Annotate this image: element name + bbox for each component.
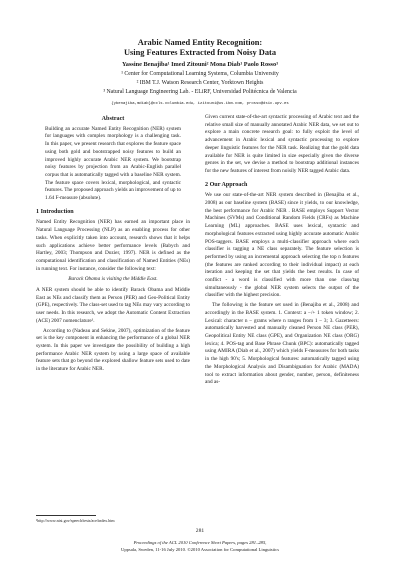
author-list: Yassine Benajiba¹ Imed Zitouni² Mona Diab¹ Paolo Rosso³	[121, 61, 279, 68]
section-1-heading: 1 Introduction	[36, 208, 74, 215]
abstract-text: Building an accurate Named Entity Recognition (NER) system for languages with complex morphology is a challenging task. In this paper, we present research that explores the feature space using both gold and bootstrapped noisy features to build an improved highly accurate Arabic NER system. We bootstrap noisy features by projection from an Arabic-English parallel corpus that is automatically tagged with a baseline NER system. The feature space covers lexical, morphological, and syntactic features. The proposed approach yields an improvement of up to 1.64 F-measure (absolute).	[45, 125, 181, 202]
proceedings-line-2: Uppsala, Sweden, 11-16 July 2010. ©2010 Association for Computational Linguistics	[121, 547, 279, 552]
approach-paragraph-2: The following is the feature set used in (Benajiba et al., 2008) and accordingly in the BASE system. 1. Context: a −/+ 1 token window; 2. Lexical: character n − grams where n ranges from 1 − 3; 3. Gazetteers: automatically harvested and manually cleaned Person NE class (PER), Geopolitical Entity NE class (GPE), and Organization NE class (ORG) lexica; 4. POS-tag and Base Phrase Chunk (BPC): automatically tagged using AMIRA (Diab et al., 2007) which yields F-measures for both tasks in the high 90's; 5. Morphological features: automatically tagged using the Morphological Analysis and Disambiguation for Arabic (MADA) tool to extract information about gender, number, person, definiteness and as-	[205, 302, 359, 386]
abstract-heading: Abstract	[101, 116, 125, 122]
title-line-2: Using Features Extracted from Noisy Data	[123, 48, 277, 57]
footnote-url: ¹http://www.nist.gov/speech/tests/ace/index.htm	[36, 518, 115, 523]
intro-paragraph-3: According to (Nadeau and Sekine, 2007), optimization of the feature set is the key component in enhancing the performance of a global NER system. In this paper we investigate the possibility of building a high performance Arabic NER system by using a large space of available feature sets that go beyond the explored shallow feature sets used to date in the literature for Arabic NER.	[36, 327, 190, 373]
page-number: 281	[195, 528, 205, 534]
footnote-divider	[36, 515, 96, 516]
affiliation-2: ² IBM T.J. Watson Research Center, Yorktown Heights	[136, 80, 264, 86]
left-column	[36, 116, 190, 376]
intro-paragraph-1: Named Entity Recognition (NER) has earned an important place in Natural Language Processing (NLP) as an enabling process for other tasks. When explicitly taken into account, research shows that it helps such applications achieve better performance levels (Babych and Hartley, 2003; Thompson and Dozier, 1997). NER is defined as the computational identification and classification of Named Entities (NEs) in running text. For instance, consider the following text:	[36, 219, 190, 272]
affiliation-3: ³ Natural Language Engineering Lab. - ELiRF, Universidad Politécnica de Valencia	[103, 89, 297, 95]
affiliation-1: ¹ Center for Computational Learning Systems, Columbia University	[121, 71, 279, 77]
approach-paragraph-1: We use our state-of-the-art NER system described in (Benajiba et al., 2008) as our baseline system (BASE) since it yields, to our knowledge, the best performance for Arabic NER . BASE employs Support Vector Machines (SVMs) and Conditional Random Fields (CRFs) as Machine Learning (ML) approaches. BASE uses lexical, syntactic and morphological features extracted using highly accurate automatic Arabic POS-taggers. BASE employs a multi-classifier approach where each classifier is tagging a NE class separately. The feature selection is performed by using an incremental approach selecting the top n features (the features are ranked according to their individual impact) at each iteration and keeping the set that yields the best results. In case of conflict - a word is classified with more than one class/tag simultaneously - the global NER system selects the output of the classifier with the highest precision.	[205, 192, 359, 299]
intro-paragraph-2: A NER system should be able to identify Barack Obama and Middle East as NEs and classify them as Person (PER) and Geo-Political Entity (GPE), respectively. The class-set used to tag NEs may vary according to user needs. In this research, we adopt the Automatic Content Extraction (ACE) 2007 nomenclature¹.	[36, 287, 190, 324]
paper-title	[40, 38, 360, 58]
intro-example-sentence: Barack Obama is visiting the Middle East.	[68, 276, 158, 283]
author-emails: {ybenajiba,mdiab}@ccls.columbia.edu, izitouni@us.ibm.com, prosso@dsic.upv.es	[111, 102, 289, 106]
right-column	[205, 114, 359, 389]
intro-paragraph-4: Given current state-of-the-art syntactic processing of Arabic text and the relative small size of manually annotated Arabic NER data, we set out to explore a main concrete research goal: to fully exploit the level of advancement in Arabic lexical and syntactic processing to explore deeper linguistic features for the NER task. Realizing that the gold data available for NER is quite limited in size especially given the diverse genres in the set, we devise a method to bootstrap additional instances for the new features of interest from noisily NER tagged Arabic data.	[205, 114, 359, 174]
section-2-heading: 2 Our Approach	[205, 181, 248, 188]
title-line-1: Arabic Named Entity Recognition:	[137, 38, 263, 47]
proceedings-line-1: Proceedings of the ACL 2010 Conference Short Papers, pages 281–285,	[133, 540, 267, 545]
